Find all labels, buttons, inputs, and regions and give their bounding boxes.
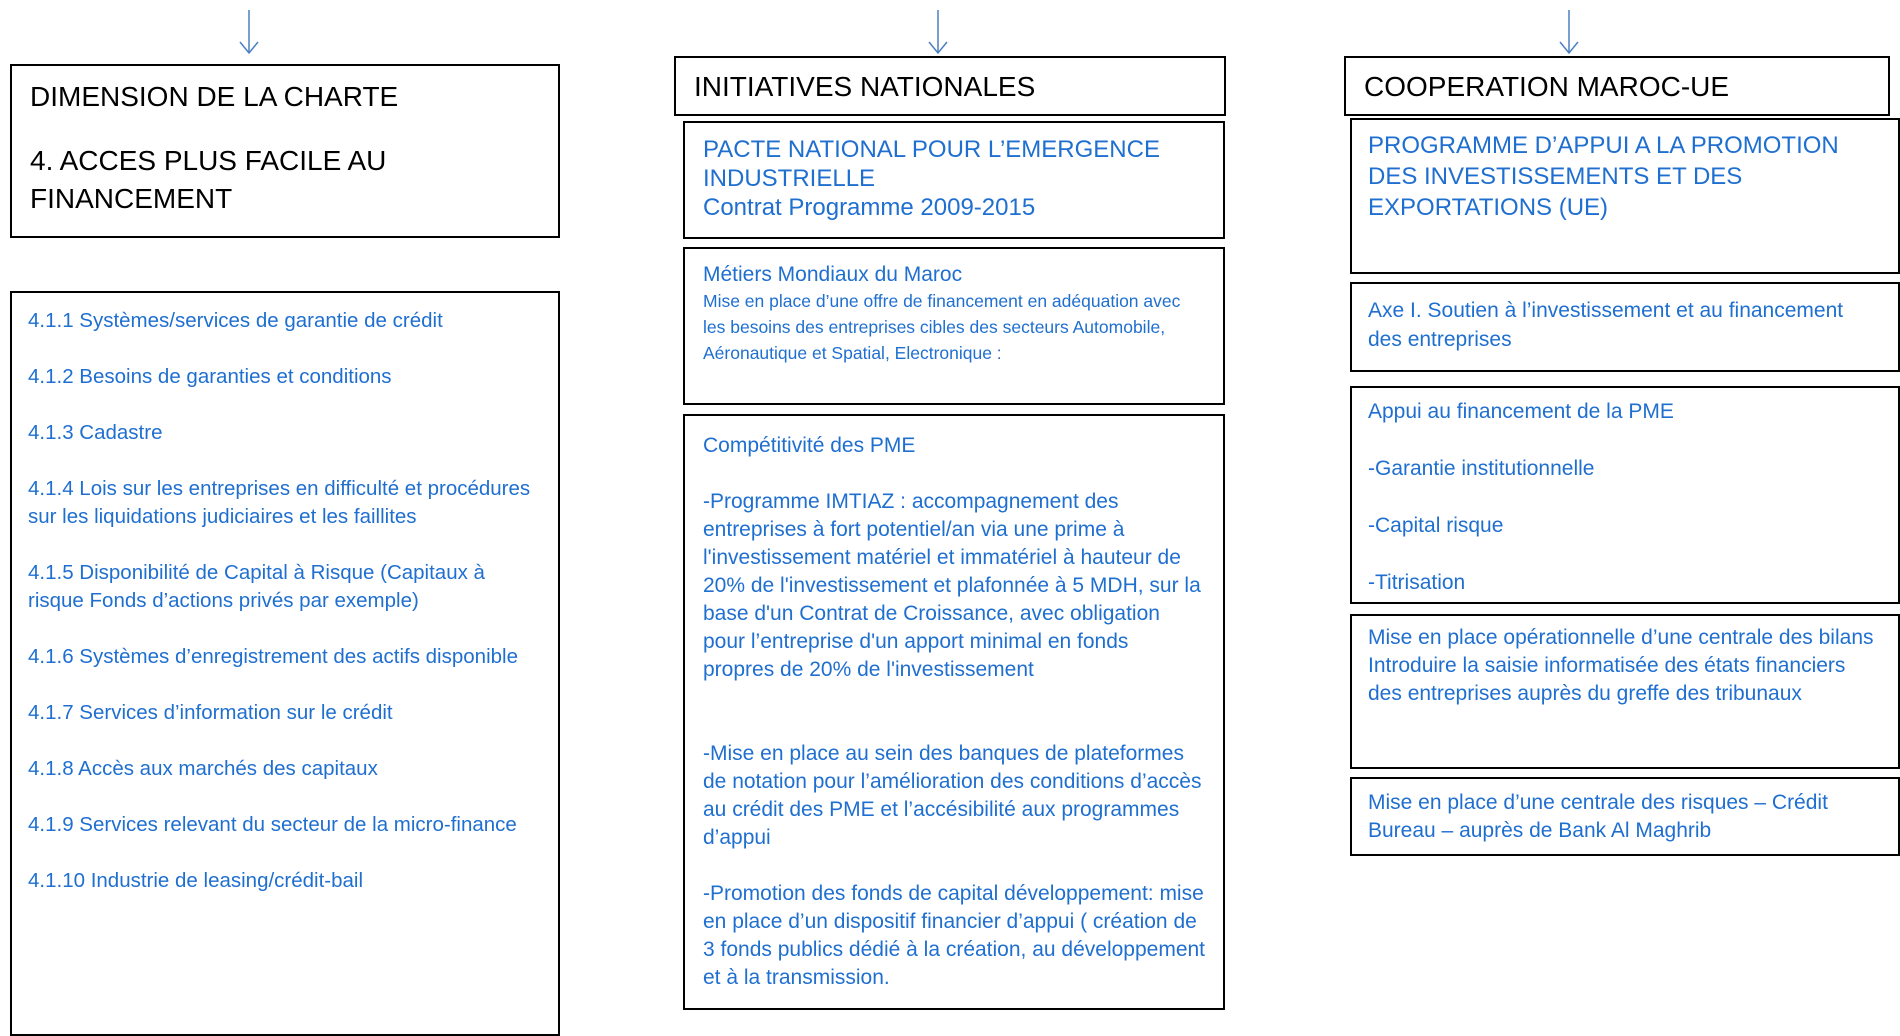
national-initiatives-title: INITIATIVES NATIONALES [694, 71, 1036, 102]
list-item: -Garantie institutionnelle [1368, 457, 1595, 480]
down-arrow-icon [1554, 8, 1584, 56]
fonds-text: -Promotion des fonds de capital développement: mise en place d’un dispositif financier d’appui ( création de 3 fonds publics dédié à la création, au développement et à la transmission. [703, 882, 1206, 989]
competitivite-box [683, 414, 1225, 1010]
cooperation-header [1344, 56, 1890, 116]
list-item: 4.1.3 Cadastre [28, 421, 163, 444]
charter-dimension-title: DIMENSION DE LA CHARTE [30, 81, 399, 112]
notation-text: -Mise en place au sein des banques de plateformes de notation pour l’amélioration des conditions d’accès au crédit des PME et l’accésibilité aux programmes d’appui [703, 742, 1202, 849]
list-item: 4.1.1 Systèmes/services de garantie de crédit [28, 309, 443, 332]
national-initiatives-header [674, 56, 1226, 116]
pacte-box [683, 121, 1225, 239]
pacte-subtitle: Contrat Programme 2009-2015 [703, 194, 1036, 221]
axe-box [1350, 282, 1900, 372]
programme-title: PROGRAMME D’APPUI A LA PROMOTION DES INVESTISSEMENTS ET DES EXPORTATIONS (UE) [1368, 132, 1839, 221]
imtiaz-text: -Programme IMTIAZ : accompagnement des entreprises à fort potentiel/an via une prime à l'investissement matériel et immatériel à hauteur de 20% de l'investissement et plafonnée à 5 MDH, sur la base d'un Contrat de Croissance, avec obligation pour l’entreprise d'un apport minimal en fonds propres de 20% de l'investissement [703, 490, 1201, 681]
appui-box [1350, 386, 1900, 604]
centrale-bilans-box [1350, 614, 1900, 769]
list-item: 4.1.2 Besoins de garanties et conditions [28, 365, 392, 388]
metiers-title: Métiers Mondiaux du Maroc [703, 263, 963, 286]
pacte-title: PACTE NATIONAL POUR L’EMERGENCE [703, 136, 1160, 163]
list-item: 4.1.7 Services d’information sur le crédit [28, 701, 393, 724]
metiers-box [683, 247, 1225, 405]
down-arrow-icon [234, 8, 264, 56]
appui-title: Appui au financement de la PME [1368, 400, 1674, 423]
list-item: 4.1.9 Services relevant du secteur de la micro-finance [28, 813, 517, 836]
pacte-title-cont: INDUSTRIELLE [703, 165, 876, 192]
charter-section-title: 4. ACCES PLUS FACILE AU [30, 145, 387, 176]
charter-items-box [10, 291, 560, 1036]
centrale-risques-text: Mise en place d’une centrale des risques – Crédit Bureau – auprès de Bank Al Maghrib [1368, 791, 1828, 842]
list-item: 4.1.4 Lois sur les entreprises en difficulté et procédures sur les liquidations judiciaires et les faillites [28, 477, 531, 528]
competitivite-title: Compétitivité des PME [703, 434, 916, 457]
charter-section-title-cont: FINANCEMENT [30, 183, 233, 214]
centrale-risques-box [1350, 777, 1900, 856]
list-item: 4.1.6 Systèmes d’enregistrement des actifs disponible [28, 645, 518, 668]
metiers-text: Mise en place d’une offre de financement en adéquation avec les besoins des entreprises cibles des secteurs Automobile, Aéronautique et Spatial, Electronique : [703, 291, 1181, 363]
cooperation-title: COOPERATION MAROC-UE [1364, 71, 1730, 102]
list-item: 4.1.10 Industrie de leasing/crédit-bail [28, 869, 364, 892]
centrale-bilans-title: Mise en place opérationnelle d’une centrale des bilans [1368, 626, 1874, 649]
down-arrow-icon [923, 8, 953, 56]
centrale-bilans-text: Introduire la saisie informatisée des états financiers des entreprises auprès du greffe des tribunaux [1368, 654, 1846, 705]
charter-dimension-box [10, 64, 560, 238]
list-item: 4.1.8 Accès aux marchés des capitaux [28, 757, 378, 780]
programme-box [1350, 118, 1900, 274]
list-item: 4.1.5 Disponibilité de Capital à Risque (Capitaux à risque Fonds d’actions privés par exemple) [28, 561, 485, 612]
axe-title: Axe I. Soutien à l’investissement et au financement des entreprises [1368, 299, 1844, 351]
list-item: -Titrisation [1368, 571, 1466, 594]
list-item: -Capital risque [1368, 514, 1504, 537]
